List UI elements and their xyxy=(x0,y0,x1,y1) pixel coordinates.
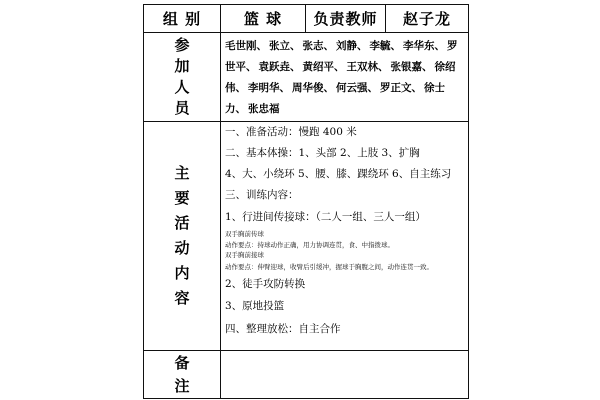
participant-name: 何云强、 xyxy=(336,82,378,94)
notes-content[interactable] xyxy=(221,351,468,398)
notes-label-char: 注 xyxy=(174,376,190,395)
activity-line: 4、大、小绕环 5、腰、膝、踝绕环 6、自主练习 xyxy=(225,168,452,180)
participant-name: 徐绍伟、 xyxy=(225,61,456,94)
participant-name: 张银嘉、 xyxy=(390,61,433,73)
activity-line: 2、徒手攻防转换 xyxy=(225,278,306,290)
activities-label-char: 活 xyxy=(174,214,190,232)
activity-line: 四、整理放松：自主合作 xyxy=(225,323,341,335)
activity-line: 二、基本体操：1、头部 2、上肢 3、扩胸 xyxy=(225,147,420,159)
activity-line: 双手胸前接球 xyxy=(225,251,264,259)
participant-name: 张忠福 xyxy=(248,103,280,115)
notes-label xyxy=(144,351,220,398)
activity-line: 3、原地投篮 xyxy=(225,300,285,312)
participant-name: 毛世刚、 xyxy=(225,40,267,52)
participant-name: 李毓、 xyxy=(369,40,401,52)
activities-label-char: 要 xyxy=(174,189,190,207)
participants-label xyxy=(144,33,220,121)
activity-line: 动作要点：伸臂迎球，收臂后引缓冲，握球于胸腹之间，动作连贯一致。 xyxy=(225,263,433,271)
label-column-divider xyxy=(220,4,221,399)
participant-name: 黄绍平、 xyxy=(302,61,345,73)
activity-line: 三、训练内容： xyxy=(225,189,299,201)
participants-label-char: 参 xyxy=(174,36,190,54)
table-border-bottom xyxy=(143,398,469,399)
table-border-right xyxy=(468,4,469,399)
participant-name: 李华东、 xyxy=(403,40,445,52)
activity-line: 1、行进间传接球：（二人一组、三人一组） xyxy=(225,211,426,223)
group-label: 组 别 xyxy=(162,10,202,28)
activities-label-char: 主 xyxy=(174,164,190,182)
participant-name: 张立、 xyxy=(269,40,301,52)
activity-record-table xyxy=(143,0,469,400)
activity-line: 一、准备活动：慢跑 400 米 xyxy=(225,126,357,138)
activities-label-char: 内 xyxy=(174,264,190,282)
participants-label-char: 员 xyxy=(174,99,190,117)
participants-label-char: 人 xyxy=(174,78,190,96)
participant-name: 徐士力、 xyxy=(225,82,445,115)
participants-label-char: 加 xyxy=(174,57,190,75)
participant-name: 罗正文、 xyxy=(380,82,422,94)
teacher-label: 负责教师 xyxy=(313,10,378,28)
participant-names xyxy=(225,36,463,120)
notes-label-char: 备 xyxy=(174,353,190,372)
activities-label-char: 容 xyxy=(174,289,190,307)
participant-name: 刘静、 xyxy=(336,40,368,52)
participant-name: 李明华、 xyxy=(248,82,290,94)
group-value: 篮 球 xyxy=(243,10,283,28)
activity-line: 双手胸前传球 xyxy=(225,230,264,238)
activities-label xyxy=(144,122,220,350)
participant-name: 袁跃垚、 xyxy=(258,61,301,73)
participant-name: 王双林、 xyxy=(346,61,389,73)
participant-name: 周华俊、 xyxy=(292,82,334,94)
participant-name: 张志、 xyxy=(302,40,334,52)
teacher-name: 赵子龙 xyxy=(402,10,451,28)
activities-label-char: 动 xyxy=(174,239,190,257)
activity-line: 动作要点：持球动作正确，用力协调连贯，食、中指拨球。 xyxy=(225,241,394,249)
participant-name: 罗世平、 xyxy=(225,40,458,73)
